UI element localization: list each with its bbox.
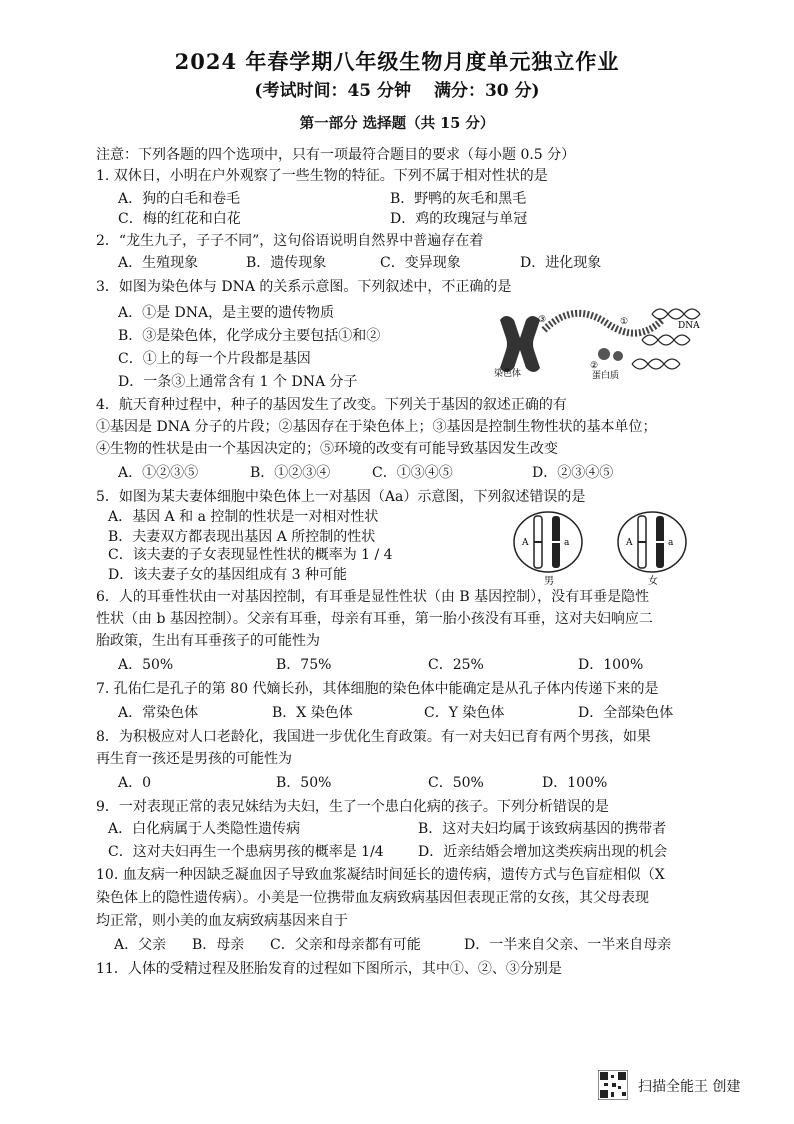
q1-option-c: C．梅的红花和白花 [118,211,241,227]
q6-option-b: B．75% [276,657,332,673]
label-circle-3: ③ [538,315,547,325]
section-heading: 第一部分 选择题（共 15 分） [299,115,495,132]
q10-option-a: A．父亲 [114,937,167,953]
q2-option-d: D．进化现象 [520,255,602,271]
q8-option-c: C．50% [428,775,484,791]
q5-option-a: A．基因 A 和 a 控制的性状是一对相对性状 [108,509,379,525]
q3-option-b: B．③是染色体，化学成分主要包括①和② [118,328,381,344]
q4-statement-line-3: ④生物的性状是由一个基因决定的；⑤环境的改变有可能导致基因发生改变 [96,441,558,457]
dna-helix [632,309,700,369]
q4-stem: 4．航天育种过程中，种子的基因发生了改变。下列关于基因的叙述正确的有 [96,397,567,413]
label-circle-1: ① [620,317,629,327]
q2-option-b: B．遗传现象 [246,255,327,271]
q4-option-a: A．①②③⑤ [118,465,199,481]
chromatin-coil [544,313,662,333]
q3-option-a: A．①是 DNA，是主要的遗传物质 [118,305,335,321]
q9-option-b: B．这对夫妇均属于该致病基因的携带者 [418,821,667,837]
q10-line-3: 均正常，则小美的血友病致病基因来自于 [96,913,348,929]
q6-line-2: 性状（由 b 基因控制）。父亲有耳垂，母亲有耳垂，第一胎小孩没有耳垂，这对夫妇响应二 [96,611,653,627]
q3-stem: 3．如图为染色体与 DNA 的关系示意图。下列叙述中，不正确的是 [96,279,512,295]
qr-code-icon [598,1070,628,1100]
q9-option-c: C．这对夫妇再生一个患病男孩的概率是 1/4 [108,844,384,860]
q7-option-d: D．全部染色体 [578,705,674,721]
q1-option-b: B．野鸭的灰毛和黑毛 [390,191,527,207]
male-gene-a: a [564,538,570,548]
q8-line-1: 8．为积极应对人口老龄化，我国进一步优化生育政策。有一对夫妇已育有两个男孩，如果 [96,729,651,745]
q9-stem: 9．一对表现正常的表兄妹结为夫妇，生了一个患白化病的孩子。下列分析错误的是 [96,799,609,815]
q4-option-d: D．②③④⑤ [532,465,614,481]
gene-pair-diagram [508,508,698,586]
q3-option-d: D．一条③上通常含有 1 个 DNA 分子 [118,374,358,390]
watermark-text: 扫描全能王 创建 [638,1079,741,1095]
q10-option-d: D．一半来自父亲、一半来自母亲 [464,937,672,953]
q2-option-a: A．生殖现象 [118,255,199,271]
label-circle-2: ② [590,361,599,371]
label-chromosome: 染色体 [494,369,522,379]
q2-option-c: C．变异现象 [380,255,461,271]
exam-title: 2024 年春学期八年级生物月度单元独立作业 [174,49,620,74]
q6-option-c: C．25% [428,657,484,673]
protein-bead [613,351,623,361]
q1-stem: 1. 双休日，小明在户外观察了一些生物的特征。下列不属于相对性状的是 [96,168,548,184]
q4-option-c: C．①③④⑤ [372,465,453,481]
female-cell [618,512,686,586]
chromosome-dna-diagram [492,300,712,380]
q1-option-a: A．狗的白毛和卷毛 [118,191,241,207]
q2-stem: 2．“龙生九子，子子不同”，这句俗语说明自然界中普遍存在着 [96,233,484,249]
q9-option-d: D．近亲结婚会增加这类疾病出现的机会 [418,844,668,860]
q6-option-a: A．50% [118,657,174,673]
q8-option-b: B．50% [276,775,332,791]
q11-stem: 11．人体的受精过程及胚胎发育的过程如下图所示，其中①、②、③分别是 [96,961,562,977]
male-cell [514,512,582,586]
protein-bead [598,348,610,360]
q6-line-1: 6．人的耳垂性状由一对基因控制，有耳垂是显性性状（由 B 基因控制），没有耳垂是隐性 [96,589,650,605]
label-protein: 蛋白质 [592,371,620,380]
q9-option-a: A．白化病属于人类隐性遗传病 [108,821,301,837]
q5-option-c: C．该夫妻的子女表现显性性状的概率为 1 / 4 [108,547,393,563]
q7-option-b: B．X 染色体 [272,705,353,721]
q6-line-3: 胎政策，生出有耳垂孩子的可能性为 [96,633,320,649]
q8-line-2: 再生育一孩还是男孩的可能性为 [96,751,292,767]
q8-option-a: A．0 [118,775,152,791]
q5-option-b: B．夫妻双方都表现出基因 A 所控制的性状 [108,529,376,545]
q1-option-d: D．鸡的玫瑰冠与单冠 [390,211,528,227]
notice-text: 注意：下列各题的四个选项中，只有一项最符合题目的要求（每小题 0.5 分） [96,147,576,163]
q10-line-1: 10. 血友病一种因缺乏凝血因子导致血浆凝结时间延长的遗传病，遗传方式与色盲症相似（X [96,867,665,883]
q7-stem: 7. 孔佑仁是孔子的第 80 代嫡长孙，其体细胞的染色体中能确定是从孔子体内传递下来的是 [96,681,659,697]
q6-option-d: D．100% [578,657,644,673]
q4-statement-line-2: ①基因是 DNA 分子的片段；②基因存在于染色体上；③基因是控制生物性状的基本单位； [96,419,657,435]
label-male: 男 [544,576,554,586]
q3-option-c: C．①上的每一个片段都是基因 [118,351,311,367]
q8-option-d: D．100% [542,775,608,791]
q10-option-c: C．父亲和母亲都有可能 [270,937,421,953]
q10-line-2: 染色体上的隐性遗传病）。小美是一位携带血友病致病基因但表现正常的女孩，其父母表现 [96,890,649,906]
q7-option-a: A．常染色体 [118,705,199,721]
female-gene-a: a [668,538,674,548]
male-gene-A: A [522,538,529,548]
female-gene-A: A [626,538,633,548]
q5-stem: 5．如图为某夫妻体细胞中染色体上一对基因（Aa）示意图，下列叙述错误的是 [96,489,586,505]
q7-option-c: C．Y 染色体 [424,705,505,721]
label-female: 女 [648,576,658,586]
label-dna: DNA [678,321,700,331]
q5-option-d: D．该夫妻子女的基因组成有 3 种可能 [108,567,348,583]
q10-option-b: B．母亲 [192,937,245,953]
q4-option-b: B．①②③④ [250,465,331,481]
chromosome-shape [500,316,540,372]
scanner-watermark [598,1070,778,1100]
exam-subtitle: (考试时间：45 分钟 满分：30 分) [254,81,540,101]
